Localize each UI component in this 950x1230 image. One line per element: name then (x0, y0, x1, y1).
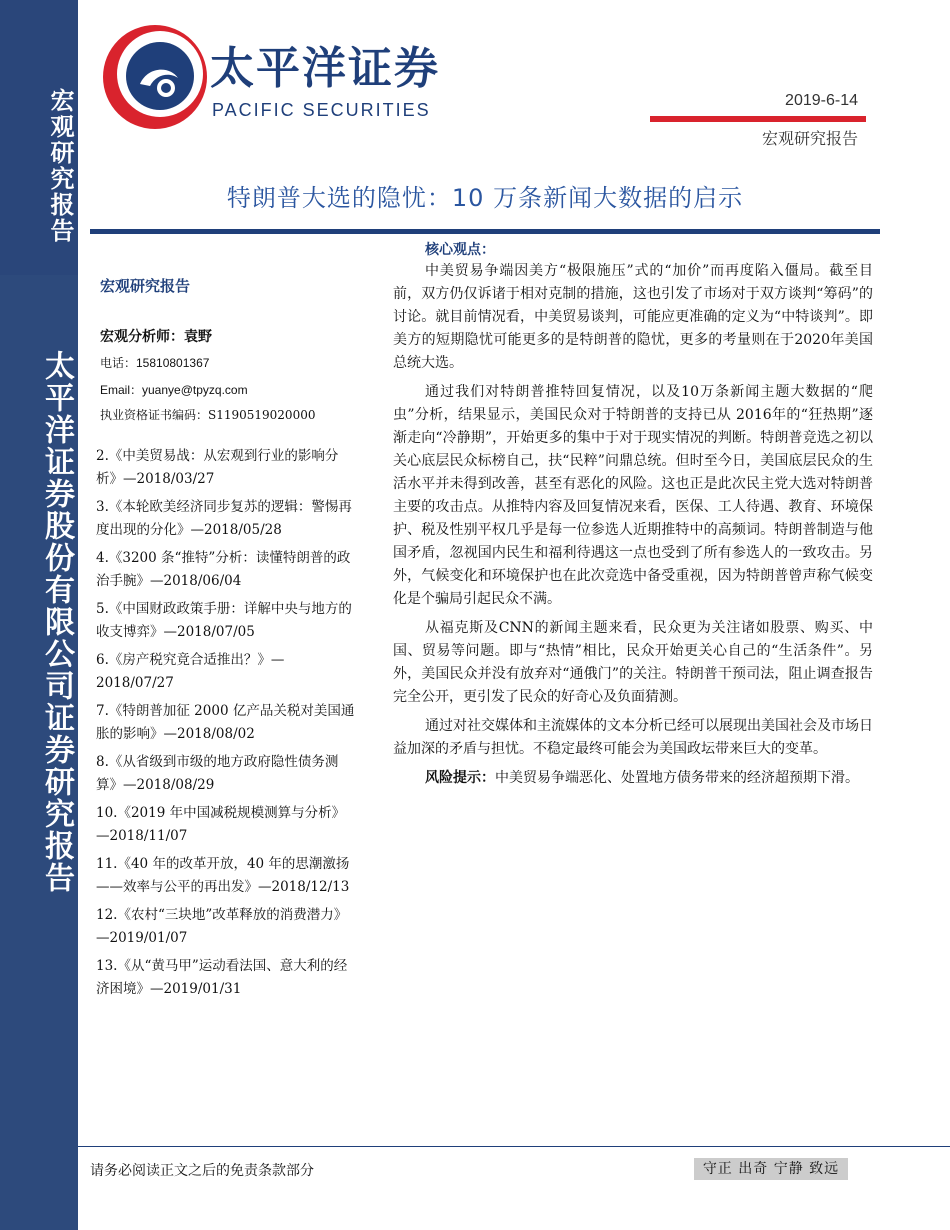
footer-divider (78, 1146, 950, 1147)
analyst-email: Email：yuanye@tpyzq.com (100, 383, 248, 397)
report-title: 特朗普大选的隐忧：10 万条新闻大数据的启示 (226, 184, 744, 212)
core-paragraph: 中美贸易争端因美方“极限施压”式的“加价”而再度陷入僵局。截至目前，双方仍仅诉诸于相对克制的措施，这也引发了市场对于双方谈判“筹码”的讨论。就目前情况看，中美贸易谈判，可能应更准确的定义为“中特谈判”。即美方的短期隐忧可能更多的是特朗普的隐忧，更多的考量则在于2020年美国总统大选。 (393, 263, 873, 371)
sidebar-report-type: 宏观研究报告 (46, 88, 75, 244)
risk-label: 风险提示： (425, 770, 495, 786)
related-report-item: 12.《农村“三块地”改革释放的消费潜力》—2019/01/07 (96, 907, 348, 946)
header-red-bar (650, 116, 866, 122)
related-report-item: 11.《40 年的改革开放，40 年的思潮激扬——效率与公平的再出发》—2018/12/13 (96, 856, 350, 895)
analyst-phone: 电话：15810801367 (100, 356, 210, 370)
title-divider (90, 229, 880, 234)
analyst-name: 宏观分析师：袁野 (100, 329, 212, 345)
core-views-column (393, 240, 873, 796)
logo-english-name: PACIFIC SECURITIES (212, 100, 431, 120)
related-report-item: 4.《3200 条“推特”分析：读懂特朗普的政治手腕》—2018/06/04 (96, 550, 351, 589)
related-reports-list (96, 445, 358, 1001)
core-views-heading: 核心观点： (425, 242, 495, 258)
related-report-item: 7.《特朗普加征 2000 亿产品关税对美国通胀的影响》—2018/08/02 (96, 703, 355, 742)
logo-chinese-name: 太平洋证券 (210, 43, 440, 94)
related-report-item: 13.《从“黄马甲”运动看法国、意大利的经济困境》—2019/01/31 (96, 958, 348, 997)
related-report-item: 6.《房产税究竟合适推出？》—2018/07/27 (96, 652, 285, 691)
company-logo (100, 22, 440, 132)
core-paragraph: 从福克斯及CNN的新闻主题来看，民众更为关注诸如股票、购买、中国、贸易等问题。即与“热情”相比，民众开始更关心自己的“生活条件”。另外，美国民众并没有放弃对“通俄门”的关注。特朗普干预司法，阻止调查报告完全公开，更引发了民众的好奇心及负面猜测。 (393, 620, 873, 705)
logo-mark-icon (100, 22, 210, 132)
core-paragraph: 通过对社交媒体和主流媒体的文本分析已经可以展现出美国社会及市场日益加深的矛盾与担忧。不稳定最终可能会为美国政坛带来巨大的变革。 (393, 718, 873, 757)
sidebar-company-name: 太平洋证券股份有限公司证券研究报告 (39, 350, 74, 894)
related-report-item: 8.《从省级到市级的地方政府隐性债务测算》—2018/08/29 (96, 754, 339, 793)
related-report-item: 5.《中国财政政策手册：详解中央与地方的收支博弈》—2018/07/05 (96, 601, 352, 640)
report-date: 2019-6-14 (785, 92, 858, 109)
related-report-item: 3.《本轮欧美经济同步复苏的逻辑：警惕再度出现的分化》—2018/05/28 (96, 499, 352, 538)
company-slogan: 守正 出奇 宁静 致远 (694, 1158, 848, 1180)
related-report-item: 10.《2019 年中国减税规模测算与分析》—2018/11/07 (96, 805, 346, 844)
risk-text: 中美贸易争端恶化、处置地方债务带来的经济超预期下滑。 (495, 770, 859, 786)
left-info-column (96, 270, 360, 1006)
risk-warning (393, 767, 873, 790)
header-report-type: 宏观研究报告 (761, 129, 858, 148)
section-label: 宏观研究报告 (100, 277, 191, 295)
core-paragraph: 通过我们对特朗普推特回复情况，以及10万条新闻主题大数据的“爬虫”分析，结果显示，美国民众对于特朗普的支持已从 2016年的“狂热期”逐渐走向“冷静期”，开始更多的集中于对于现实情况的判断。特朗普竞选之初以关心底层民众标榜自己，扶“民粹”问鼎总统。但时至今日，美国底层民众的生活水平并未得到改善，甚至有恶化的风险。这也正是此次民主党大选对特朗普主要的攻击点。从推特内容及回复情况来看，医保、工人待遇、教育、环境保护、税及性别平权几乎是每一位参选人近期推特中的高频词。特朗普制造与他国矛盾，忽视国内民生和福利待遇这一点也受到了所有参选人的一致攻击。另外，气候变化和环境保护也在此次竞选中备受重视，因为特朗普曾声称气候变化是个骗局引起民众不满。 (393, 384, 873, 607)
analyst-certificate: 执业资格证书编码：S1190519020000 (100, 408, 316, 422)
related-report-item: 2.《中美贸易战：从宏观到行业的影响分析》—2018/03/27 (96, 448, 339, 487)
left-sidebar (0, 0, 78, 1230)
disclaimer-notice: 请务必阅读正文之后的免责条款部分 (90, 1163, 314, 1179)
